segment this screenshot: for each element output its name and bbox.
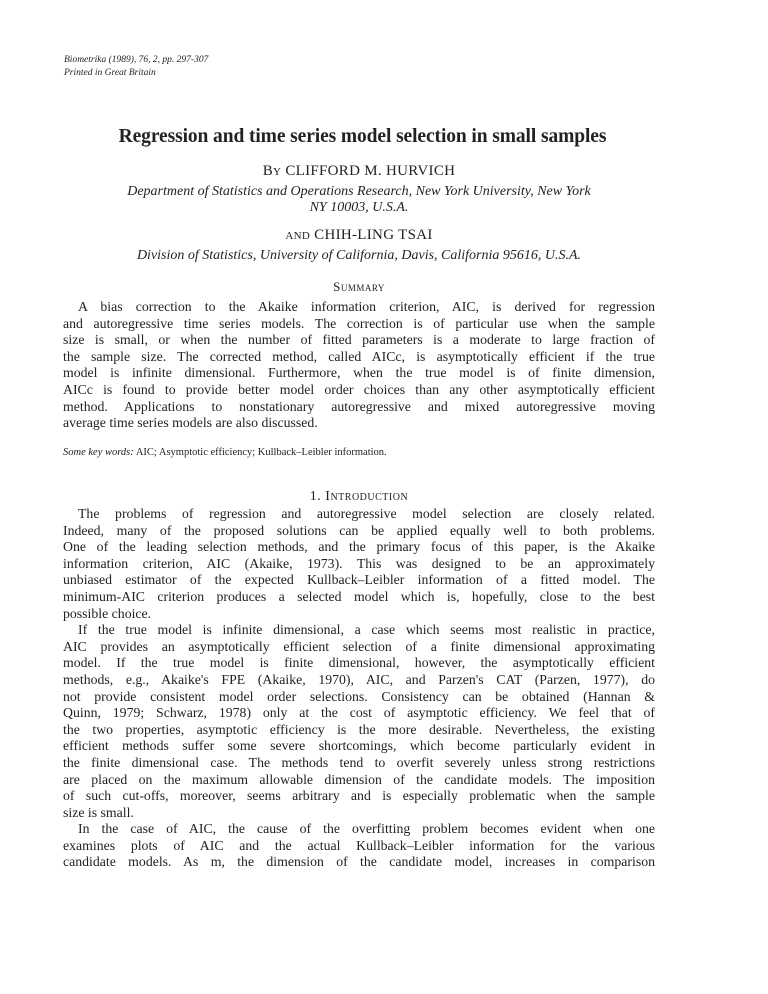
text-line: unbiased estimator of the expected Kullback–Leibler information of a fitted model. The <box>63 572 655 588</box>
text-line: Indeed, many of the proposed solutions can be applied equally well to both problems. <box>63 522 655 538</box>
text-line: AIC provides an asymptotically efficient selection of a finite dimensional approximating <box>63 638 655 654</box>
author-1 <box>0 162 718 180</box>
text-line: One of the leading selection methods, and the primary focus of this paper, is the Akaike <box>63 539 655 555</box>
printed-in: Printed in Great Britain <box>64 68 156 78</box>
text-line: possible choice. <box>63 605 152 621</box>
affiliation-1-line-1: Department of Statistics and Operations Research, New York University, New York <box>127 184 591 199</box>
text-line: information criterion, AIC (Akaike, 1973). This was designed to be an approximately <box>63 555 655 571</box>
text-line: A bias correction to the Akaike information criterion, AIC, is derived for regression <box>78 299 655 314</box>
author-prefix: and <box>285 227 311 243</box>
keywords-label: Some key words: <box>63 447 134 458</box>
text-line: not provide consistent model order selections. Consistency can be obtained (Hannan & <box>63 688 655 704</box>
affiliation-1-line-2: NY 10003, U.S.A. <box>309 200 409 215</box>
keywords <box>63 446 387 460</box>
text-line: model. If the true model is finite dimensional, however, the asymptotically efficient <box>63 655 655 671</box>
affiliation-2: Division of Statistics, University of California, Davis, California 95616, U.S.A. <box>136 248 582 263</box>
text-line: efficient methods suffer some severe shortcomings, which become particularly evident in <box>63 738 655 754</box>
text-line: Quinn, 1979; Schwarz, 1978) only at the cost of asymptotic efficiency. We feel that of <box>63 705 655 721</box>
text-line: examines plots of AIC and the actual Kullback–Leibler information for the various <box>63 837 655 853</box>
text-line: of such cut-offs, moreover, seems arbitrary and is especially problematic when the sample <box>63 788 655 804</box>
text-line: model is infinite dimensional. Furthermore, when the true model is of finite dimension, <box>63 365 655 381</box>
summary-text <box>63 299 655 432</box>
journal-citation: Biometrika (1989), 76, 2, pp. 297-307 <box>64 55 209 65</box>
text-line: If the true model is infinite dimensional, a case which seems most realistic in practice, <box>78 622 655 638</box>
author-name: CLIFFORD M. HURVICH <box>285 163 456 179</box>
text-line: average time series models are also discussed. <box>63 415 318 431</box>
keywords-text: AIC; Asymptotic efficiency; Kullback–Leibler information. <box>135 447 387 458</box>
author-name: CHIH-LING TSAI <box>314 227 433 243</box>
text-line: size is small, or when the number of fitted parameters is a moderate to large fraction of <box>63 332 655 348</box>
author-prefix: By <box>262 163 282 179</box>
text-line: the sample size. The corrected method, called AICc, is asymptotically efficient if the true <box>63 348 655 364</box>
text-line: methods, e.g., Akaike's FPE (Akaike, 1970), AIC, and Parzen's CAT (Parzen, 1977), do <box>63 671 655 687</box>
text-line: minimum-AIC criterion produces a selected model which is, hopefully, close to the best <box>63 588 655 604</box>
text-line: candidate models. As m, the dimension of the candidate model, increases in comparison <box>63 854 655 870</box>
text-line: the finite dimensional case. The methods tend to overfit severely unless strong restrictions <box>63 754 655 770</box>
introduction-text <box>63 506 655 871</box>
text-line: are placed on the maximum allowable dimension of the candidate models. The imposition <box>63 771 655 787</box>
text-line: AICc is found to provide better model order choices than any other asymptotically efficient <box>63 381 655 397</box>
text-line: size is small. <box>63 804 134 820</box>
text-line: In the case of AIC, the cause of the overfitting problem becomes evident when one <box>78 821 655 837</box>
paper-title: Regression and time series model selection in small samples <box>118 126 607 147</box>
text-line: The problems of regression and autoregressive model selection are closely related. <box>78 506 655 521</box>
summary-heading: Summary <box>333 279 385 294</box>
author-2 <box>0 226 718 244</box>
text-line: the two properties, asymptotic efficiency is the more desirable. Nevertheless, the existing <box>63 721 655 737</box>
introduction-heading: 1. Introduction <box>309 489 409 504</box>
text-line: and autoregressive time series models. The correction is of particular use when the sample <box>63 315 655 331</box>
text-line: method. Applications to nonstationary autoregressive and mixed autoregressive moving <box>63 398 655 414</box>
